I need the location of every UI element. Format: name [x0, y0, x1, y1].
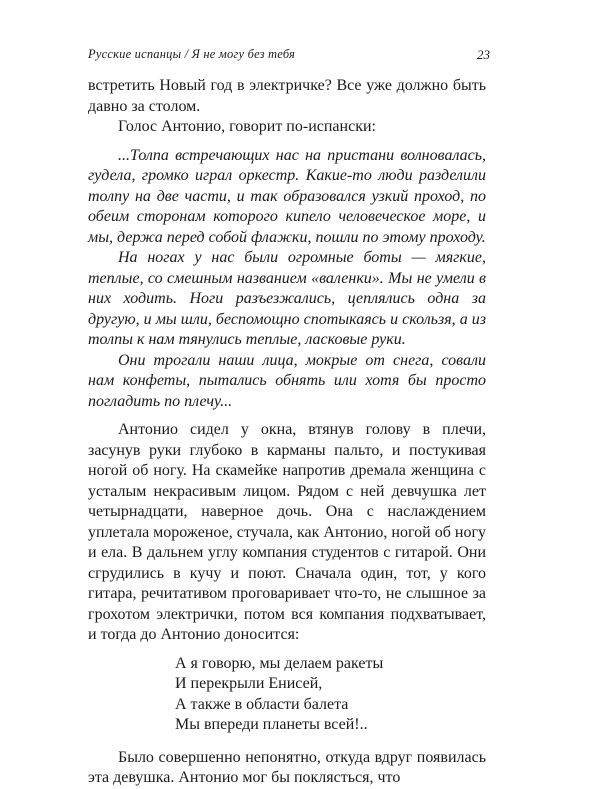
verse-line: А также в области балета: [175, 695, 349, 713]
song-verse: [175, 654, 486, 736]
verse-line: И перекрыли Енисей,: [175, 675, 323, 692]
page-number: 23: [477, 47, 490, 62]
italic-paragraph: ...Толпа встречающих нас на пристани волновалась, гудела, громко играл оркестр. Какие-то люди разделили толпу на две части, и так образовался узкий проход, по обеим сторонам которого кипело человеческое море, и мы, держа перед собой флажки, пошли по этому проходу.: [88, 146, 486, 246]
paragraph: Голос Антонио, говорит по-испански:: [118, 118, 376, 135]
verse-line: Мы впереди планеты всей!..: [175, 716, 368, 733]
running-title: Русские испанцы / Я не могу без тебя: [88, 47, 296, 61]
page-body: [88, 76, 486, 789]
verse-line: А я говорю, мы делаем ракеты: [175, 654, 384, 672]
italic-paragraph: На ногах у нас были огромные боты — мягкие, теплые, со смешным названием «валенки». Мы не умели в них ходить. Ноги разъезжались, цеплялись одна за другую, и мы шли, беспомощно спотыкаясь и скользя, а из толпы к нам тянулись теплые, ласковые руки.: [88, 249, 486, 348]
paragraph: Антонио сидел у окна, втянув голову в плечи, засунув руки глубоко в карманы пальто, и постукивая ногой об ногу. На скамейке напротив дремала женщина с усталым некрасивым лицом. Рядом с ней девчушка лет четырнадцати, наверное дочь. Она с наслаждением уплетала мороженое, стучала, как Антонио, ногой об ногу и ела. В дальнем углу компания студентов с гитарой. Они сгрудились в кучу и поют. Сначала один, тот, у кого гитара, речитативом проговаривает что-то, не слышное за грохотом электрички, потом вся компания подхватывает, и тогда до Антонио доносится:: [88, 421, 486, 643]
paragraph: встретить Новый год в электричке? Все уже должно быть давно за столом.: [88, 77, 486, 115]
italic-paragraph: Они трогали наши лица, мокрые от снега, совали нам конфеты, пытались обнять или хотя бы просто погладить по плечу...: [88, 351, 486, 410]
paragraph: Было совершенно непонятно, откуда вдруг появилась эта девушка. Антонио мог бы поклясться, что: [88, 748, 486, 786]
